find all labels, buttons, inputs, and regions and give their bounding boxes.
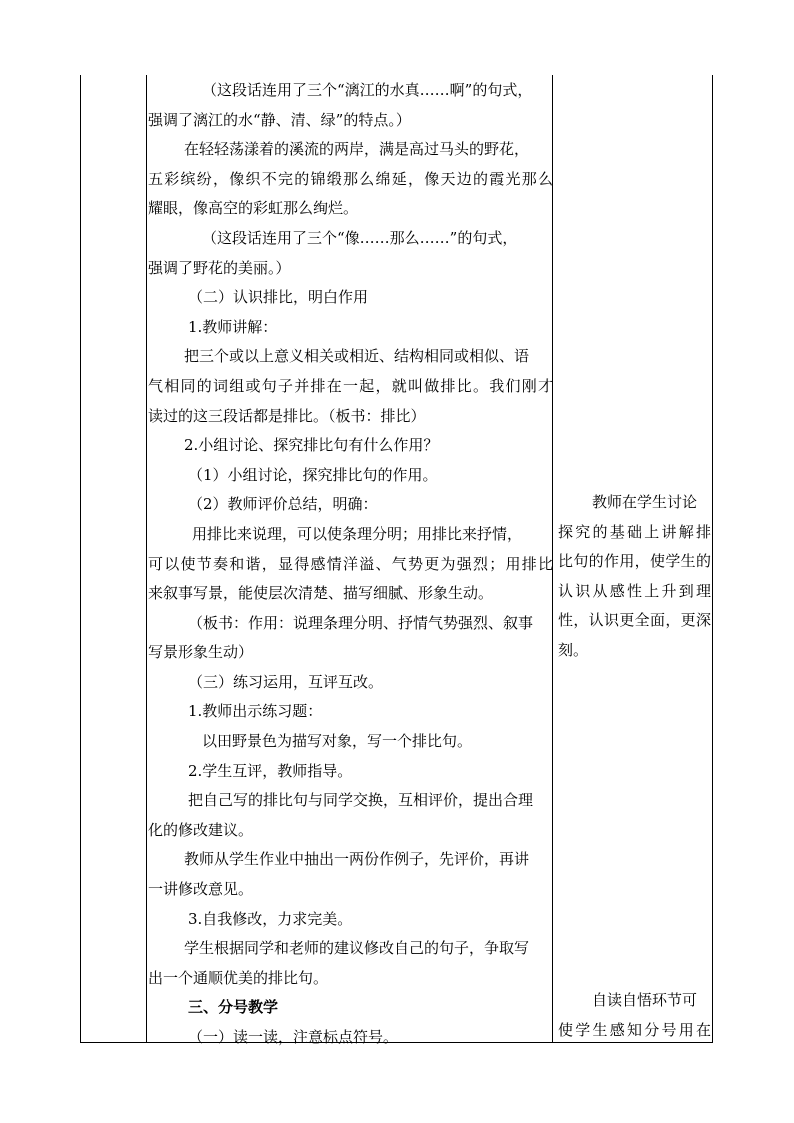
body-text-line: 耀眼，像高空的彩虹那么绚烂。	[148, 199, 359, 218]
body-text-line: 强调了漓江的水“静、清、绿”的特点。）	[148, 110, 411, 129]
body-text-line: 以田野景色为描写对象，写一个排比句。	[202, 732, 473, 751]
body-text-line: 强调了野花的美丽。）	[148, 258, 291, 277]
body-text-line: 2.小组讨论、探究排比句有什么作用？	[184, 436, 439, 455]
body-text-line: 一讲修改意见。	[148, 880, 254, 899]
body-text-line: 1.教师讲解：	[188, 317, 278, 336]
body-text-line: （二）认识排比，明白作用	[188, 288, 369, 307]
table-border-left	[80, 75, 81, 1043]
body-text-line: （三）练习运用，互评互改。	[188, 672, 384, 691]
body-text-line: 五彩缤纷，像织不完的锦缎那么绵延，像天边的霞光那么	[148, 169, 553, 188]
note-text-line: 刻。	[558, 640, 589, 659]
note-text-line: 比句的作用，使学生的	[558, 552, 711, 571]
body-text-line: 教师从学生作业中抽出一两份作例子，先评价，再讲	[184, 850, 530, 869]
body-text-line: （1）小组讨论，探究排比句的作用。	[188, 465, 438, 484]
note-text-line: 教师在学生讨论	[592, 493, 698, 511]
teaching-process-column	[148, 76, 553, 1053]
body-text-line: 3.自我修改，力求完美。	[188, 909, 353, 928]
design-note-pattern	[558, 488, 711, 666]
table-border-right	[712, 75, 713, 1043]
body-text-line: 把三个或以上意义相关或相近、结构相同或相似、语	[184, 347, 530, 366]
body-text-line: 在轻轻荡漾着的溪流的两岸，满是高过马头的野花，	[184, 140, 530, 159]
body-text-line: 读过的这三段话都是排比。（板书：排比）	[148, 406, 426, 425]
body-text-line: （这段话连用了三个“漓江的水真……啊”的句式，	[202, 81, 533, 99]
note-text-line: 自读自悟环节可	[592, 991, 698, 1009]
body-text-line: 出一个通顺优美的排比句。	[148, 968, 329, 987]
body-text-line: 可以使节奏和谐，显得感情洋溢、气势更为强烈；用排比	[148, 554, 553, 573]
body-text-line: 2.学生互评，教师指导。	[188, 761, 353, 780]
note-text-line: 探究的基础上讲解排	[558, 522, 711, 541]
body-text-line: 化的修改建议。	[148, 820, 254, 839]
body-text-line: 来叙事写景，能使层次清楚、描写细腻、形象生动。	[148, 584, 494, 603]
body-text-line: 三、分号教学	[188, 998, 279, 1017]
body-text-line: （2）教师评价总结，明确：	[188, 495, 378, 514]
note-text-line: 使学生感知分号用在	[558, 1020, 711, 1039]
body-text-line: （一）读一读，注意标点符号。	[188, 1028, 399, 1046]
note-text-line: 认识从感性上升到理	[558, 581, 711, 600]
column-divider-1	[146, 75, 147, 1043]
body-text-line: （这段话连用了三个“像……那么……”的句式，	[202, 228, 518, 247]
body-text-line: 学生根据同学和老师的建议修改自己的句子，争取写	[184, 939, 530, 958]
body-text-line: 把自己写的排比句与同学交换，互相评价，提出合理	[188, 791, 534, 810]
body-text-line: 1.教师出示练习题：	[188, 702, 323, 721]
note-text-line: 性，认识更全面，更深	[558, 611, 711, 630]
design-note-semicolon	[558, 986, 711, 1045]
body-text-line: 气相同的词组或句子并排在一起，就叫做排比。我们刚才	[148, 376, 553, 395]
body-text-line: （板书：作用：说理条理分明、抒情气势强烈、叙事	[188, 613, 534, 632]
body-text-line: 写景形象生动）	[148, 643, 254, 662]
body-text-line: 用排比来说理，可以使条理分明；用排比来抒情，	[192, 524, 523, 543]
